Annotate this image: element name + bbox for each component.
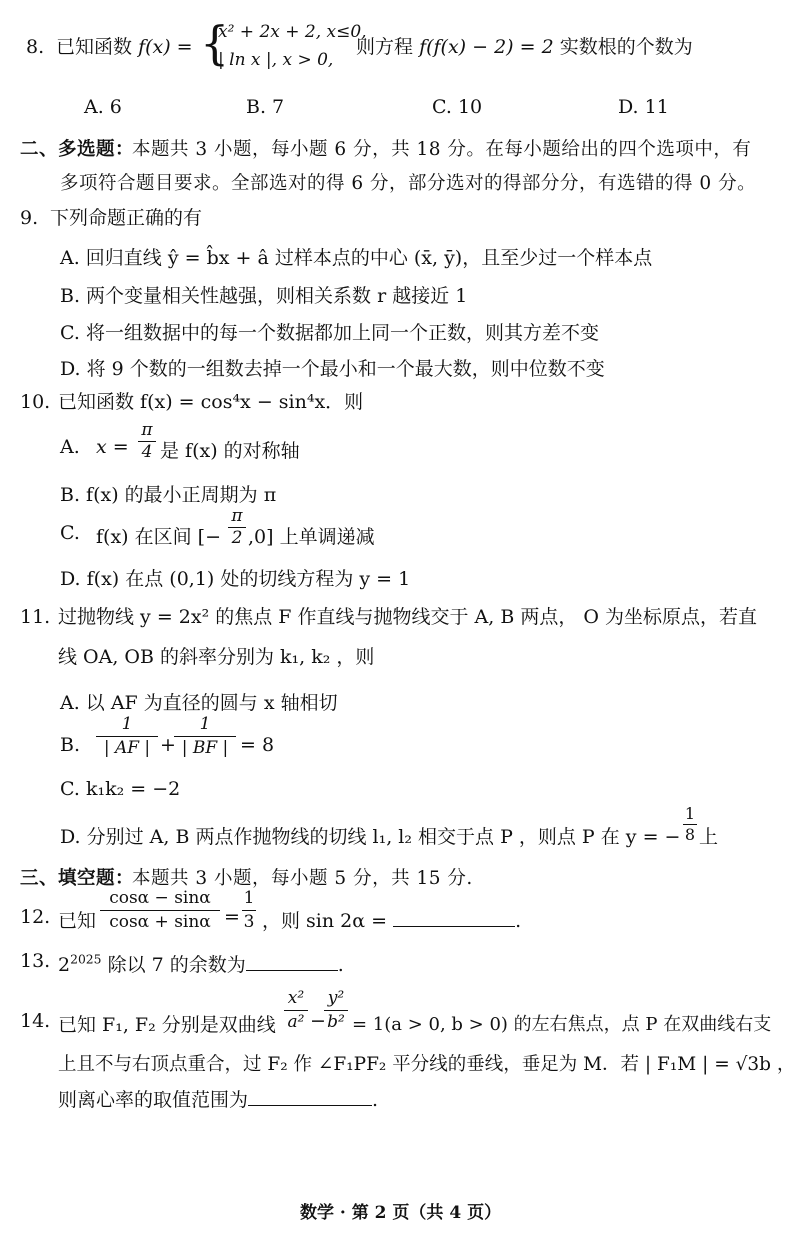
q10-stem: 已知函数 f(x) = cos⁴x − sin⁴x．则 [58,391,364,413]
q12-frac-bar [100,910,220,911]
q9-number: 9. [20,207,39,229]
q12-rhs-fraction [242,890,256,931]
q11-option-a: A. 以 AF 为直径的圆与 x 轴相切 [60,692,338,714]
section-2-line-2: 多项符合题目要求。全部选对的得 6 分，部分选对的得部分分，有选错的得 0 分。 [60,173,757,194]
q8-stem-mid: 则方程 [356,36,414,58]
q9-stem: 下列命题正确的有 [50,207,203,229]
q14-y-denominator: b² [327,1012,345,1032]
section-2-title: 二、多选题： [20,139,135,160]
q11-b-f2-denominator: | BF | [181,738,229,758]
q8-number: 8. [26,36,45,58]
q8-stem [56,36,193,59]
q11-option-d-fraction [683,806,697,843]
q12-rhs-numerator: 1 [243,888,255,908]
q11-line-1: 过抛物线 y = 2x² 的焦点 F 作直线与抛物线交于 A, B 两点， O 为坐标原点，若直 [58,606,757,628]
q10-c-numerator: π [231,506,243,526]
q10-option-c-pre: f(x) 在区间 [− [96,526,221,548]
q14-number: 14. [20,1010,51,1032]
q11-option-b-label: B. [60,734,81,756]
q9-option-b: B. 两个变量相关性越强，则相关系数 r 越接近 1 [60,285,468,307]
q14-y-fraction [324,990,348,1031]
q11-line-2: 线 OA, OB 的斜率分别为 k₁, k₂ ，则 [58,646,375,668]
q9-option-d: D. 将 9 个数的一组数去掉一个最小和一个最大数，则中位数不变 [60,358,605,380]
q13-text: 除以 7 的余数为 [107,954,246,976]
q14-line-2: 上且不与右顶点重合，过 F₂ 作 ∠F₁PF₂ 平分线的垂线，垂足为 M．若 | F₁M | = √3b ， [58,1054,796,1075]
q14-end: . [372,1089,379,1111]
q8-stem-prefix: 已知函数 [56,36,133,58]
q11-b-f1-bar [96,736,158,737]
q13-stem [58,950,344,977]
section-2-line-1: 本题共 3 小题，每小题 6 分，共 18 分。在每小题给出的四个选项中，有 [132,139,752,160]
q12-number: 12. [20,906,51,928]
q10-option-c-fraction [228,508,246,547]
q10-a-denominator: 4 [141,442,153,462]
q11-d-denominator: 8 [684,825,696,844]
q14-line-3-text: 则离心率的取值范围为 [58,1089,249,1111]
q12-equals: = [224,906,240,928]
q12-rhs-denominator: 3 [243,912,255,932]
section-3-title: 三、填空题： [20,868,135,889]
q12-prefix: 已知 [58,910,97,932]
q8-func-lhs: f(x) = [138,36,193,58]
q10-option-a-pre: x = [96,436,129,458]
q12-rhs-bar [242,910,256,911]
q8-stem-rest [356,36,693,59]
q12-post [262,906,521,933]
q11-option-b-eq: = 8 [240,734,275,756]
q10-option-a-label: A. [60,436,80,458]
q11-b-f2-numerator: 1 [199,714,211,734]
q10-option-a-fraction [138,422,156,461]
q14-x-numerator: x² [287,988,305,1008]
q11-b-f2-bar [174,736,236,737]
q14-x-denominator: a² [287,1012,305,1032]
q8-piece-2: | ln x |, x > 0, [218,50,334,70]
q8-option-a: A. 6 [84,96,122,118]
q14-minus: − [310,1010,326,1032]
q10-a-numerator: π [141,420,153,440]
q13-number: 13. [20,950,51,972]
q10-option-d: D. f(x) 在点 (0,1) 处的切线方程为 y = 1 [60,568,411,590]
q12-frac-numerator: cosα − sinα [109,888,211,908]
q10-number: 10. [20,391,51,413]
q10-option-b: B. f(x) 的最小正周期为 π [60,484,277,506]
q8-stem-suffix: 实数根的个数为 [559,36,693,58]
q8-option-b: B. 7 [246,96,285,118]
q14-y-bar [324,1010,348,1011]
q14-x-fraction [284,990,308,1031]
q12-frac-denominator: cosα + sinα [109,912,211,932]
q13-exponent: 2025 [70,952,102,967]
q12-fraction [100,890,220,931]
q12-post-text: ，则 sin 2α = [262,910,388,932]
q10-c-denominator: 2 [231,528,243,548]
q11-option-d-post: 上 [699,826,719,848]
q12-answer-blank[interactable] [393,907,515,927]
q8-piecewise-brace: { [200,16,230,70]
q11-number: 11. [20,606,51,628]
q8-option-d: D. 11 [618,96,669,118]
q14-x-bar [284,1010,308,1011]
q9-option-c: C. 将一组数据中的每一个数据都加上同一个正数，则其方差不变 [60,322,599,344]
q11-option-b-fraction-2 [174,716,236,757]
q11-option-c: C. k₁k₂ = −2 [60,778,181,800]
section-3-body: 本题共 3 小题，每小题 5 分，共 15 分. [132,868,473,889]
q10-option-c-label: C. [60,522,80,544]
q13-end: . [337,954,344,976]
q11-option-b-plus: + [160,734,176,756]
q14-line-3 [58,1086,378,1112]
q14-line-1-pre: 已知 F₁, F₂ 分别是双曲线 [58,1014,276,1036]
q11-d-numerator: 1 [684,804,696,823]
page-footer: 数学 · 第 2 页（共 4 页） [300,1203,502,1223]
q10-option-a-post: 是 f(x) 的对称轴 [160,440,300,462]
q14-line-1-post: = 1(a > 0, b > 0) 的左右焦点，点 P 在双曲线右支 [352,1014,772,1035]
q11-b-f1-numerator: 1 [121,714,133,734]
q8-equation: f(f(x) − 2) = 2 [419,36,554,58]
q8-piece-1: x² + 2x + 2, x≤0, [218,22,367,42]
q14-y-numerator: y² [327,988,345,1008]
q9-option-a: A. 回归直线 ŷ = b̂x + â 过样本点的中心 (x̄, ȳ)，且至少过一个样本点 [60,247,653,269]
q14-answer-blank[interactable] [248,1086,372,1106]
q13-base: 2 [58,954,71,976]
q12-end: . [515,910,522,932]
q11-option-d-pre: D. 分别过 A, B 两点作抛物线的切线 l₁, l₂ 相交于点 P ，则点 P 在 y = − [60,826,681,848]
q11-option-b-fraction-1 [96,716,158,757]
q10-option-c-post: ,0] 上单调递减 [248,526,375,548]
q8-option-c: C. 10 [432,96,483,118]
q11-b-f1-denominator: | AF | [103,738,151,758]
q13-answer-blank[interactable] [246,951,338,971]
